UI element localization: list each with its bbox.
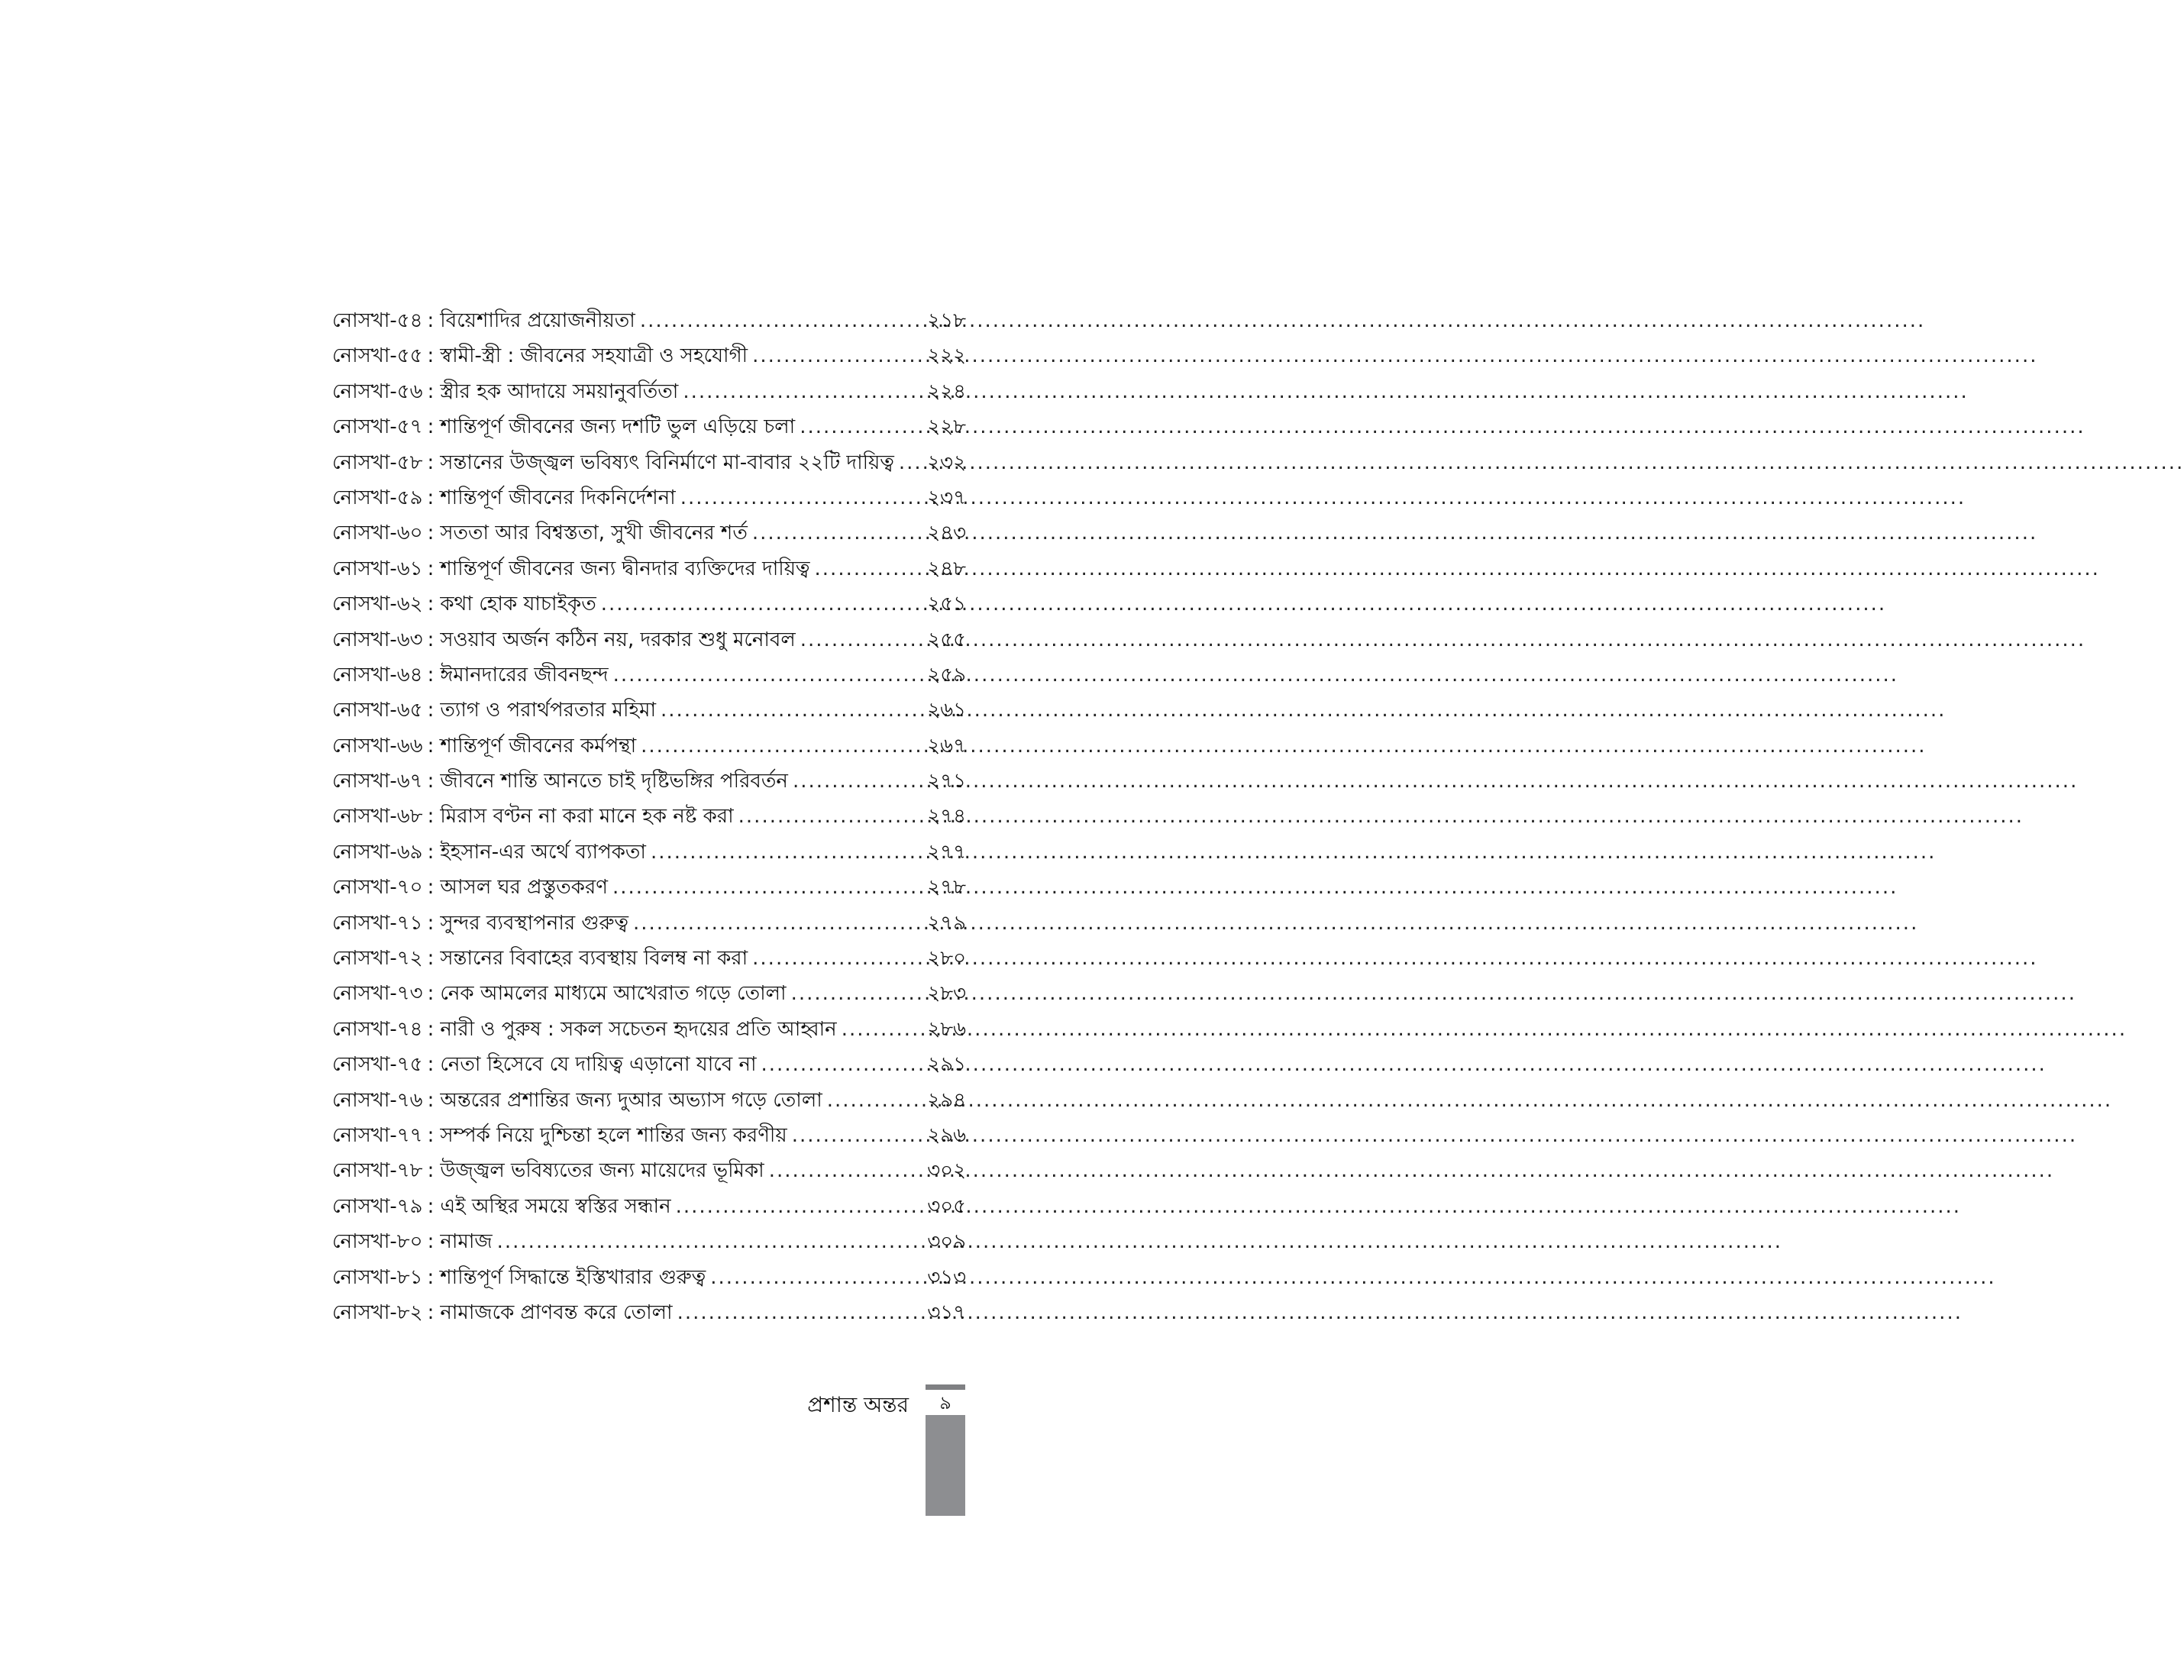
toc-entry-separator: :: [427, 947, 435, 971]
toc-entry-separator: :: [427, 982, 435, 1006]
toc-entry-title: নেক আমলের মাধ্যমে আখেরাত গড়ে তোলা: [440, 982, 787, 1006]
toc-entry: [332, 374, 966, 409]
toc-entry-page: ২২২: [927, 344, 966, 368]
page-tab-block: [926, 1415, 965, 1516]
toc-entry-title: নামাজ: [440, 1230, 493, 1254]
toc-entry-label: নোসখা-৭৩: [332, 982, 423, 1006]
toc-entry: [332, 1153, 966, 1188]
toc-entry-label: নোসখা-৬৫: [332, 699, 423, 722]
toc-entry-title: মিরাস বণ্টন না করা মানে হক নষ্ট করা: [440, 805, 734, 829]
toc-entry-page: ৩০৯: [927, 1230, 966, 1254]
toc-entry-label: নোসখা-৬৪: [332, 663, 423, 687]
toc-entry-label: নোসখা-৮১: [332, 1265, 423, 1289]
toc-entry-label: নোসখা-৫৮: [332, 451, 423, 474]
toc-entry-label: নোসখা-৫৪: [332, 309, 423, 332]
toc-entry-separator: :: [427, 1265, 435, 1289]
toc-entry: [332, 976, 966, 1011]
toc-entry-title: কথা হোক যাচাইকৃত: [440, 593, 596, 616]
toc-entry: [332, 551, 966, 586]
toc-entry-separator: :: [427, 805, 435, 829]
page-number-tab: [926, 1384, 965, 1516]
toc-entry-page: ২৫৫: [927, 628, 966, 651]
toc-entry-page: ২২৪: [927, 380, 966, 403]
running-footer-title: প্রশান্ত অন্তর: [807, 1392, 909, 1417]
toc-entry-page: ৩০৫: [927, 1194, 966, 1218]
toc-entry-separator: :: [427, 1230, 435, 1254]
toc-entry-label: নোসখা-৫৯: [332, 486, 423, 509]
toc-entry: [332, 622, 966, 657]
toc-entry-label: নোসখা-৬৩: [332, 628, 423, 651]
toc-entry-separator: :: [427, 593, 435, 616]
toc-entry-title: শান্তিপূর্ণ জীবনের জন্য দ্বীনদার ব্যক্তিদের দায়িত্ব: [440, 557, 810, 580]
toc-entries: [332, 303, 966, 1330]
toc-dot-leader: [761, 1047, 923, 1082]
toc-entry-page: ২৫১: [927, 593, 966, 616]
toc-dot-leader: [800, 622, 923, 657]
table-of-contents: [332, 303, 966, 1330]
page-tab-rule: [926, 1384, 965, 1390]
toc-entry-title: জীবনে শান্তি আনতে চাই দৃষ্টিভঙ্গির পরিবর্তন: [440, 770, 788, 793]
toc-entry: [332, 1118, 966, 1153]
toc-dot-leader: [677, 1295, 923, 1330]
toc-dot-leader: [710, 1260, 922, 1295]
toc-entry-label: নোসখা-৬১: [332, 557, 423, 580]
toc-entry: [332, 409, 966, 444]
toc-entry-page: ২৪৮: [927, 557, 966, 580]
toc-entry: [332, 1047, 966, 1082]
toc-entry: [332, 1260, 966, 1295]
toc-entry: [332, 1224, 966, 1259]
toc-entry-separator: :: [427, 699, 435, 722]
toc-entry: [332, 1189, 966, 1224]
toc-entry-separator: :: [427, 451, 435, 474]
toc-entry: [332, 1295, 966, 1330]
toc-entry: [332, 445, 966, 480]
toc-entry-title: আসল ঘর প্রস্তুতকরণ: [440, 876, 608, 900]
toc-entry-label: নোসখা-৭৪: [332, 1017, 423, 1041]
toc-dot-leader: [815, 551, 923, 586]
toc-entry-title: উজ্জ্বল ভবিষ্যতের জন্য মায়েদের ভূমিকা: [440, 1159, 764, 1183]
toc-entry-title: নারী ও পুরুষ : সকল সচেতন হৃদয়ের প্রতি আহ্বান: [440, 1017, 837, 1041]
toc-dot-leader: [752, 941, 922, 976]
toc-entry-page: ২২৮: [927, 415, 966, 439]
toc-dot-leader: [651, 835, 922, 870]
toc-entry-page: ২৪৩: [927, 522, 966, 545]
toc-entry-separator: :: [427, 1017, 435, 1041]
toc-entry-title: ঈমানদারের জীবনছন্দ: [440, 663, 609, 687]
toc-entry-separator: :: [427, 734, 435, 758]
toc-entry-title: সম্পর্ক নিয়ে দুশ্চিন্তা হলে শান্তির জন্য করণীয়: [440, 1123, 787, 1147]
toc-dot-leader: [497, 1224, 923, 1259]
toc-entry-page: ৩১৭: [927, 1300, 966, 1324]
toc-dot-leader: [641, 729, 922, 764]
toc-dot-leader: [601, 586, 923, 622]
toc-entry: [332, 657, 966, 693]
toc-entry-separator: :: [427, 1300, 435, 1324]
toc-entry-separator: :: [427, 628, 435, 651]
toc-entry-separator: :: [427, 1194, 435, 1218]
toc-entry-separator: :: [427, 344, 435, 368]
toc-dot-leader: [752, 515, 922, 551]
toc-entry-page: ২৭৯: [927, 911, 966, 935]
toc-entry-title: স্বামী-স্ত্রী : জীবনের সহযাত্রী ও সহযোগী: [440, 344, 748, 368]
toc-entry-label: নোসখা-৭৫: [332, 1053, 423, 1077]
toc-entry-title: বিয়েশাদির প্রয়োজনীয়তা: [440, 309, 635, 332]
toc-dot-leader: [680, 480, 923, 515]
toc-dot-leader: [827, 1083, 923, 1118]
toc-entry-page: ২৮০: [927, 947, 966, 971]
toc-entry-label: নোসখা-৮২: [332, 1300, 423, 1324]
toc-entry-label: নোসখা-৭০: [332, 876, 423, 900]
toc-entry-separator: :: [427, 309, 435, 332]
toc-entry: [332, 303, 966, 338]
toc-entry-page: ২৯১: [927, 1053, 966, 1077]
toc-entry-label: নোসখা-৬৬: [332, 734, 423, 758]
toc-dot-leader: [752, 338, 922, 373]
toc-entry-separator: :: [427, 415, 435, 439]
toc-entry-title: সুন্দর ব্যবস্থাপনার গুরুত্ব: [440, 911, 628, 935]
toc-entry-label: নোসখা-৭৮: [332, 1159, 423, 1183]
toc-dot-leader: [683, 374, 922, 409]
toc-dot-leader: [792, 1118, 923, 1153]
toc-entry-title: অন্তরের প্রশান্তির জন্য দুআর অভ্যাস গড়ে তোলা: [440, 1088, 822, 1112]
toc-entry-page: ২১৮: [927, 309, 966, 332]
toc-entry-label: নোসখা-৭১: [332, 911, 423, 935]
toc-entry-title: নামাজকে প্রাণবন্ত করে তোলা: [440, 1300, 673, 1324]
toc-entry-separator: :: [427, 557, 435, 580]
toc-dot-leader: [661, 693, 922, 728]
toc-dot-leader: [791, 976, 923, 1011]
toc-entry: [332, 515, 966, 551]
toc-entry: [332, 835, 966, 870]
toc-dot-leader: [769, 1153, 923, 1188]
toc-entry-title: এই অস্থির সময়ে স্বস্তির সন্ধান: [440, 1194, 671, 1218]
toc-entry-separator: :: [427, 380, 435, 403]
toc-entry: [332, 941, 966, 976]
toc-dot-leader: [800, 409, 922, 444]
toc-entry-page: ২৭৪: [927, 805, 966, 829]
toc-entry-title: সন্তানের উজ্জ্বল ভবিষ্যৎ বিনির্মাণে মা-বাবার ২২টি দায়িত্ব: [440, 451, 894, 474]
toc-entry: [332, 764, 966, 799]
toc-entry: [332, 586, 966, 622]
toc-entry-separator: :: [427, 1159, 435, 1183]
toc-dot-leader: [738, 799, 923, 834]
toc-entry-page: ২৭৭: [927, 840, 966, 864]
toc-entry-label: নোসখা-৫৭: [332, 415, 423, 439]
toc-entry: [332, 1083, 966, 1118]
toc-entry: [332, 480, 966, 515]
toc-entry-title: স্ত্রীর হক আদায়ে সময়ানুবর্তিতা: [440, 380, 679, 403]
toc-entry: [332, 338, 966, 373]
toc-entry-title: সন্তানের বিবাহের ব্যবস্থায় বিলম্ব না করা: [440, 947, 748, 971]
toc-entry-title: সততা আর বিশ্বস্ততা, সুখী জীবনের শর্ত: [440, 522, 748, 545]
toc-dot-leader: [612, 870, 922, 905]
toc-entry-separator: :: [427, 486, 435, 509]
toc-dot-leader: [676, 1189, 923, 1224]
toc-entry-page: ২৫৯: [927, 663, 966, 687]
toc-entry-label: নোসখা-৬৮: [332, 805, 423, 829]
toc-entry-separator: :: [427, 1123, 435, 1147]
toc-dot-leader: [613, 657, 923, 693]
toc-entry-title: ইহসান-এর অর্থে ব্যাপকতা: [440, 840, 646, 864]
toc-entry: [332, 870, 966, 905]
toc-entry-title: শান্তিপূর্ণ জীবনের জন্য দশটি ভুল এড়িয়ে চলা: [440, 415, 796, 439]
toc-dot-leader: [899, 445, 922, 480]
toc-entry: [332, 906, 966, 941]
toc-entry-separator: :: [427, 770, 435, 793]
toc-entry: [332, 693, 966, 728]
toc-entry-page: ২৮৬: [927, 1017, 966, 1041]
page-number: ৯: [926, 1391, 965, 1414]
toc-entry-label: নোসখা-৭২: [332, 947, 423, 971]
toc-entry-separator: :: [427, 1088, 435, 1112]
toc-entry-separator: :: [427, 1053, 435, 1077]
toc-entry-label: নোসখা-৭৬: [332, 1088, 423, 1112]
toc-entry-page: ২৩৭: [927, 486, 966, 509]
toc-entry-separator: :: [427, 840, 435, 864]
toc-entry-page: ২৬১: [927, 699, 966, 722]
toc-entry-title: শান্তিপূর্ণ সিদ্ধান্তে ইস্তিখারার গুরুত্ব: [440, 1265, 706, 1289]
toc-dot-leader: [640, 303, 922, 338]
toc-entry-page: ২৮৩: [927, 982, 966, 1006]
toc-entry: [332, 729, 966, 764]
toc-entry: [332, 1012, 966, 1047]
toc-entry-separator: :: [427, 911, 435, 935]
toc-entry-label: নোসখা-৬৭: [332, 770, 423, 793]
toc-entry-title: শান্তিপূর্ণ জীবনের কর্মপন্থা: [440, 734, 637, 758]
toc-entry-page: ৩০২: [927, 1159, 966, 1183]
toc-entry-label: নোসখা-৬৯: [332, 840, 423, 864]
toc-entry-label: নোসখা-৭৭: [332, 1123, 423, 1147]
toc-entry-label: নোসখা-৫৫: [332, 344, 423, 368]
toc-entry-page: ২৭৮: [927, 876, 966, 900]
toc-entry-separator: :: [427, 876, 435, 900]
toc-entry-page: ২৯৬: [927, 1123, 966, 1147]
toc-entry: [332, 799, 966, 834]
toc-entry-title: সওয়াব অর্জন কঠিন নয়, দরকার শুধু মনোবল: [440, 628, 796, 651]
toc-dot-leader: [793, 764, 922, 799]
toc-entry-title: নেতা হিসেবে যে দায়িত্ব এড়ানো যাবে না: [440, 1053, 757, 1077]
toc-entry-title: শান্তিপূর্ণ জীবনের দিকনির্দেশনা: [440, 486, 676, 509]
toc-entry-label: নোসখা-৮০: [332, 1230, 423, 1254]
toc-entry-label: নোসখা-৭৯: [332, 1194, 423, 1218]
toc-entry-separator: :: [427, 663, 435, 687]
toc-entry-separator: :: [427, 522, 435, 545]
toc-entry-label: নোসখা-৬২: [332, 593, 423, 616]
toc-entry-page: ২৯৪: [927, 1088, 966, 1112]
toc-entry-title: ত্যাগ ও পরার্থপরতার মহিমা: [440, 699, 657, 722]
toc-entry-label: নোসখা-৫৬: [332, 380, 423, 403]
toc-entry-page: ৩১৩: [927, 1265, 966, 1289]
toc-dot-leader: [633, 906, 922, 941]
toc-dot-leader: [842, 1012, 923, 1047]
toc-entry-page: ২৬৭: [927, 734, 966, 758]
toc-entry-label: নোসখা-৬০: [332, 522, 423, 545]
toc-entry-page: ২৭১: [927, 770, 966, 793]
toc-entry-page: ২৩২: [927, 451, 966, 474]
